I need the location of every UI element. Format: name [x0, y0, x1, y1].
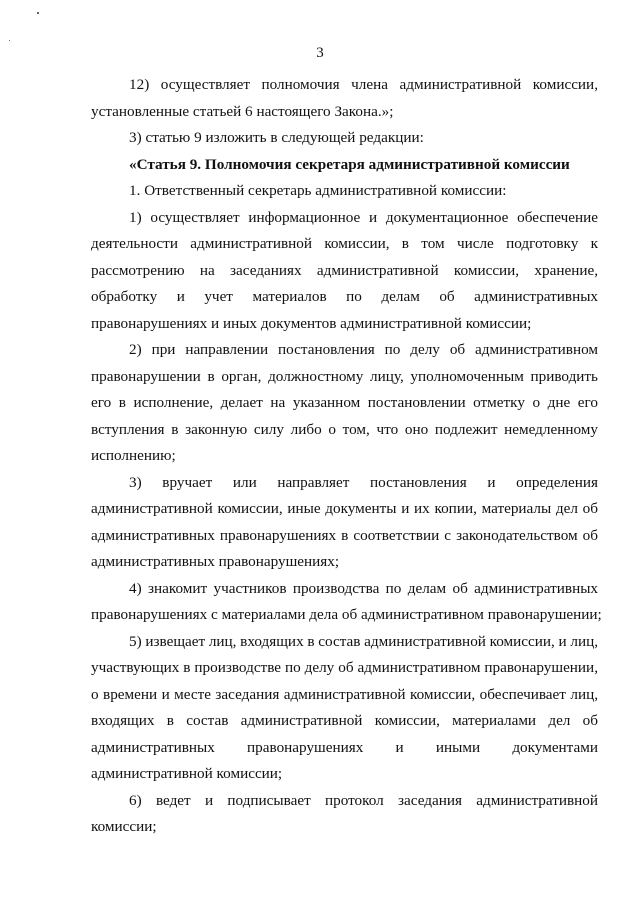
text-line: «Статья 9. Полномочия секретаря административной комиссии	[129, 155, 570, 173]
text-line: обработку и учет материалов по делам об административных	[91, 288, 598, 305]
text-line: его в исполнение, делает на указанном постановлении отметку о дне его	[91, 394, 598, 411]
text-line: 3) вручает или направляет постановления и определения	[129, 473, 598, 491]
text-line: 2) при направлении постановления по делу об административном	[129, 341, 598, 358]
text-line: административных правонарушениях и иными документами	[91, 738, 598, 756]
text-line: 6) ведет и подписывает протокол заседания административной	[129, 791, 598, 809]
text-line: 1) осуществляет информационное и документационное обеспечение	[129, 208, 598, 226]
text-line: правонарушении в орган, должностному лицу, уполномоченным приводить	[91, 367, 598, 385]
paragraph-sub2	[91, 337, 598, 470]
text-line: рассмотрению на заседаниях административной комиссии, хранение,	[91, 261, 598, 279]
page-number: 3	[316, 45, 324, 61]
paragraph-p12	[91, 72, 598, 125]
paragraph-sub4	[91, 576, 602, 629]
text-line: 4) знакомит участников производства по делам об административных	[129, 579, 598, 597]
text-line: комиссии;	[91, 818, 157, 835]
text-line: правонарушениях с материалами дела об административном правонарушении;	[91, 606, 602, 623]
paragraph-sub3	[91, 470, 598, 576]
paragraph-p3	[91, 125, 598, 152]
paragraph-sub6	[91, 788, 598, 841]
text-line: 12) осуществляет полномочия члена административной комиссии,	[129, 76, 598, 93]
text-line: деятельности административной комиссии, в том числе подготовку к	[91, 235, 598, 252]
text-line: правонарушениях и иных документов административной комиссии;	[91, 314, 532, 332]
paragraph-sub5	[91, 629, 598, 788]
text-line: исполнению;	[91, 447, 176, 464]
paragraph-item1	[91, 178, 598, 205]
scan-speck	[37, 12, 39, 14]
paragraph-heading	[91, 152, 598, 179]
text-line: о времени и месте заседания административной комиссии, обеспечивает лиц,	[91, 685, 598, 703]
text-line: административных правонарушениях в соответствии с законодательством об	[91, 526, 598, 544]
text-line: административной комиссии, иные документы и их копии, материалы дел об	[91, 500, 598, 517]
document-body	[91, 72, 602, 841]
text-line: вступления в законную силу либо о том, что оно подлежит немедленному	[91, 420, 598, 438]
text-line: установленные статьей 6 настоящего Закона.»;	[91, 102, 394, 120]
text-line: 1. Ответственный секретарь административной комиссии:	[129, 182, 507, 199]
paragraph-sub1	[91, 205, 598, 338]
scan-speck	[9, 40, 10, 41]
text-line: участвующих в производстве по делу об административном правонарушении,	[91, 659, 598, 676]
text-line: административной комиссии;	[91, 765, 283, 782]
text-line: 3) статью 9 изложить в следующей редакции:	[129, 129, 424, 146]
text-line: входящих в состав административной комиссии, материалами дел об	[91, 712, 598, 729]
text-line: 5) извещает лиц, входящих в состав административной комиссии, и лиц,	[129, 632, 598, 650]
text-line: административных правонарушениях;	[91, 553, 340, 570]
